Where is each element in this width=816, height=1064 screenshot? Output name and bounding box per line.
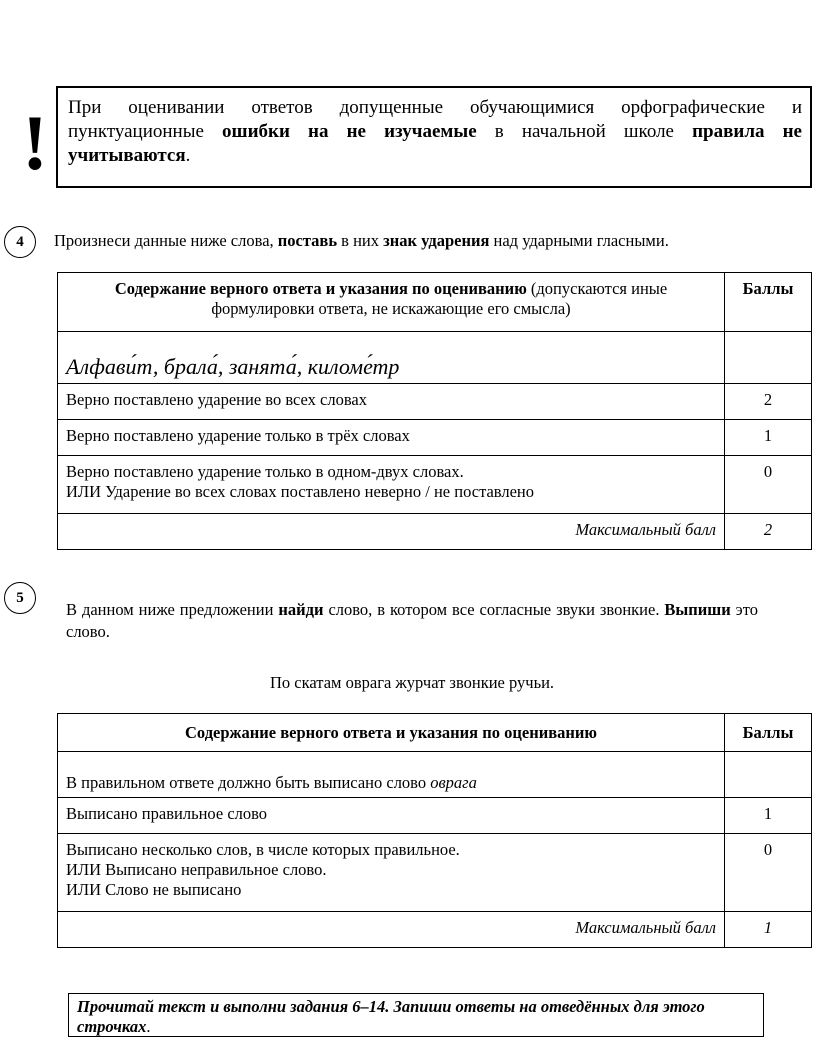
task-4-points-header: Баллы xyxy=(725,273,812,332)
reading-task-instruction: Прочитай текст и выполни задания 6–14. Запиши ответы на отведённых для этого строчках. xyxy=(68,993,764,1037)
max-score-value: 2 xyxy=(725,514,812,550)
max-score-label: Максимальный балл xyxy=(58,514,725,550)
grading-notice: При оценивании ответов допущенные обучающимися орфографические и пунктуационные ошибки на не изучаемые в начальной школе правила не учитываются. xyxy=(56,86,812,188)
task-5-instruction: В данном ниже предложении найди слово, в котором все согласные звуки звонкие. Выпиши это слово. xyxy=(66,600,759,641)
exclamation-mark: ! xyxy=(22,99,48,186)
task-5-sentence: По скатам оврага журчат звонкие ручьи. xyxy=(270,673,555,692)
points-cell: 0 xyxy=(725,834,812,912)
table-row: Верно поставлено ударение во всех словах xyxy=(58,384,725,420)
task-4-instruction: Произнеси данные ниже слова, поставь в них знак ударения над ударными гласными. xyxy=(54,231,669,250)
task-4-number: 4 xyxy=(4,226,36,258)
points-cell: 0 xyxy=(725,456,812,514)
task-4-table-header: Содержание верного ответа и указания по оцениванию (допускаются иные формулировки ответа, не искажающие его смысла) xyxy=(58,273,725,332)
task-5-points-header: Баллы xyxy=(725,714,812,752)
table-row: Верно поставлено ударение только в трёх словах xyxy=(58,420,725,456)
table-row: Выписано несколько слов, в числе которых правильное. ИЛИ Выписано неправильное слово. ИЛИ Слово не выписано xyxy=(58,834,725,912)
points-cell: 1 xyxy=(725,798,812,834)
points-cell: 1 xyxy=(725,420,812,456)
task-4-table xyxy=(57,272,812,550)
points-cell: 2 xyxy=(725,384,812,420)
task-5-answer: В правильном ответе должно быть выписано слово оврага xyxy=(58,752,725,798)
max-score-label: Максимальный балл xyxy=(58,912,725,948)
task-5-table xyxy=(57,713,812,948)
max-score-value: 1 xyxy=(725,912,812,948)
task-5-table-header: Содержание верного ответа и указания по оцениванию xyxy=(58,714,725,752)
task-5-number: 5 xyxy=(4,582,36,614)
table-row: Верно поставлено ударение только в одном-двух словах. ИЛИ Ударение во всех словах поставлено неверно / не поставлено xyxy=(58,456,725,514)
table-row: Выписано правильное слово xyxy=(58,798,725,834)
task-4-answer: Алфави́т, брала́, занята́, киломе́тр xyxy=(58,332,725,384)
